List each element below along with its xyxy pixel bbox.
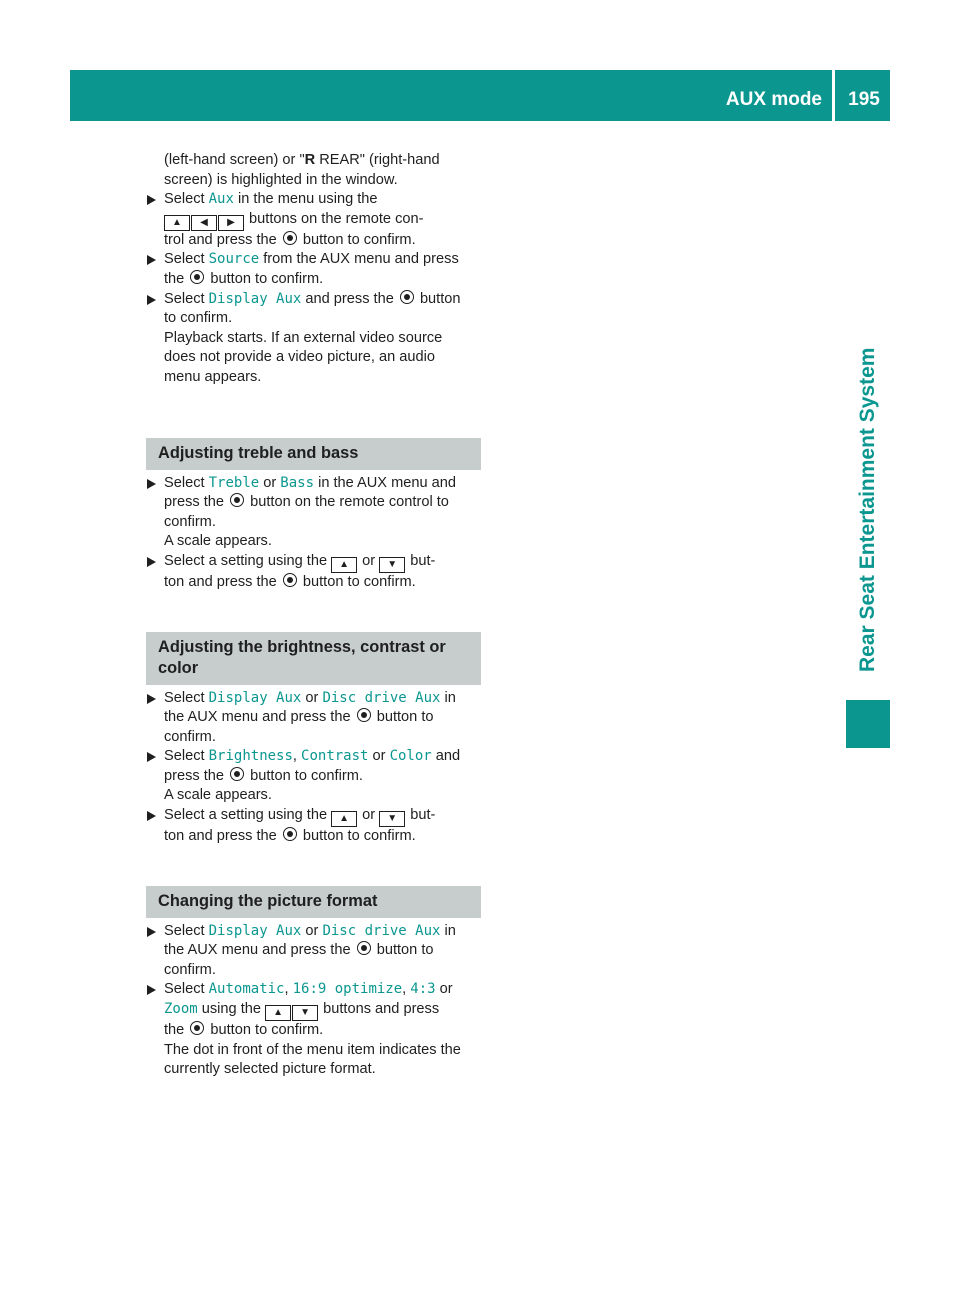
ok-button-icon [230, 767, 244, 781]
section-heading-brightness: Adjusting the brightness, contrast or color [146, 632, 481, 685]
ok-button-icon [357, 941, 371, 955]
ok-button-icon [283, 573, 297, 587]
step-select-setting: Select a setting using the ▲ or ▼ but- ton and press the button to confirm. [146, 806, 482, 847]
section-heading-picture-format: Changing the picture format [146, 886, 481, 918]
header-divider [832, 70, 835, 121]
side-tab-marker [846, 700, 890, 748]
down-key-icon: ▼ [379, 811, 405, 827]
ok-button-icon [190, 270, 204, 284]
step-select-display-aux: Select Display Aux and press the button to confirm. Playback starts. If an external video source does not provide a video picture, an audio menu appears. [146, 290, 482, 388]
menu-item-display-aux: Display Aux [208, 689, 302, 706]
step-select-setting: Select a setting using the ▲ or ▼ but- ton and press the button to confirm. [146, 552, 482, 593]
intro-text: (left-hand screen) or "R REAR" (right-hand screen) is highlighted in the window. [164, 152, 440, 188]
page-number: 195 [848, 89, 880, 110]
ok-button-icon [190, 1021, 204, 1035]
menu-item-16-9-optimize: 16:9 optimize [292, 981, 403, 998]
step-select-format: Select Automatic, 16:9 optimize, 4:3 or Zoom using the ▲ ▼ buttons and press the button to confirm. The dot in front of the menu item indicates the currently selected picture format. [146, 980, 482, 1079]
ok-button-icon [230, 493, 244, 507]
menu-item-color: Color [389, 748, 432, 765]
chapter-title: AUX mode [725, 89, 822, 110]
down-key-icon: ▼ [379, 557, 405, 573]
menu-item-bass: Bass [280, 474, 315, 491]
menu-item-brightness: Brightness [208, 748, 293, 765]
up-key-icon: ▲ [164, 215, 190, 231]
up-key-icon: ▲ [265, 1005, 291, 1021]
step-select-brightness: Select Brightness, Contrast or Color and press the button to confirm. A scale appears. [146, 747, 482, 806]
menu-item-display-aux: Display Aux [208, 922, 302, 939]
down-key-icon: ▼ [292, 1005, 318, 1021]
ok-button-icon [357, 708, 371, 722]
up-key-icon: ▲ [331, 557, 357, 573]
side-tab-label: Rear Seat Entertainment System [856, 347, 879, 673]
content-column [146, 151, 482, 1080]
ok-button-icon [283, 827, 297, 841]
step-select-treble-bass: Select Treble or Bass in the AUX menu and press the button on the remote control to confirm. A scale appears. [146, 474, 482, 552]
step-select-aux: Select Aux in the menu using the ▲ ◀ ▶ buttons on the remote con- trol and press the button to confirm. [146, 190, 482, 250]
menu-item-display-aux: Display Aux [208, 290, 302, 307]
step-select-source: Select Source from the AUX menu and press the button to confirm. [146, 250, 482, 289]
menu-item-contrast: Contrast [301, 748, 369, 765]
menu-item-treble: Treble [208, 474, 260, 491]
menu-item-aux: Aux [208, 191, 234, 208]
menu-item-automatic: Automatic [208, 981, 285, 998]
menu-item-4-3: 4:3 [410, 981, 436, 998]
ok-button-icon [283, 231, 297, 245]
step-select-source-menu: Select Display Aux or Disc drive Aux in the AUX menu and press the button to confirm. [146, 689, 482, 748]
right-key-icon: ▶ [218, 215, 244, 231]
up-key-icon: ▲ [331, 811, 357, 827]
left-key-icon: ◀ [191, 215, 217, 231]
section-heading-treble-bass: Adjusting treble and bass [146, 438, 481, 470]
step-select-source-menu: Select Display Aux or Disc drive Aux in the AUX menu and press the button to confirm. [146, 922, 482, 981]
menu-item-source: Source [208, 251, 260, 268]
ok-button-icon [400, 290, 414, 304]
menu-item-zoom: Zoom [164, 1001, 198, 1018]
menu-item-disc-drive-aux: Disc drive Aux [322, 689, 441, 706]
menu-item-disc-drive-aux: Disc drive Aux [322, 922, 441, 939]
